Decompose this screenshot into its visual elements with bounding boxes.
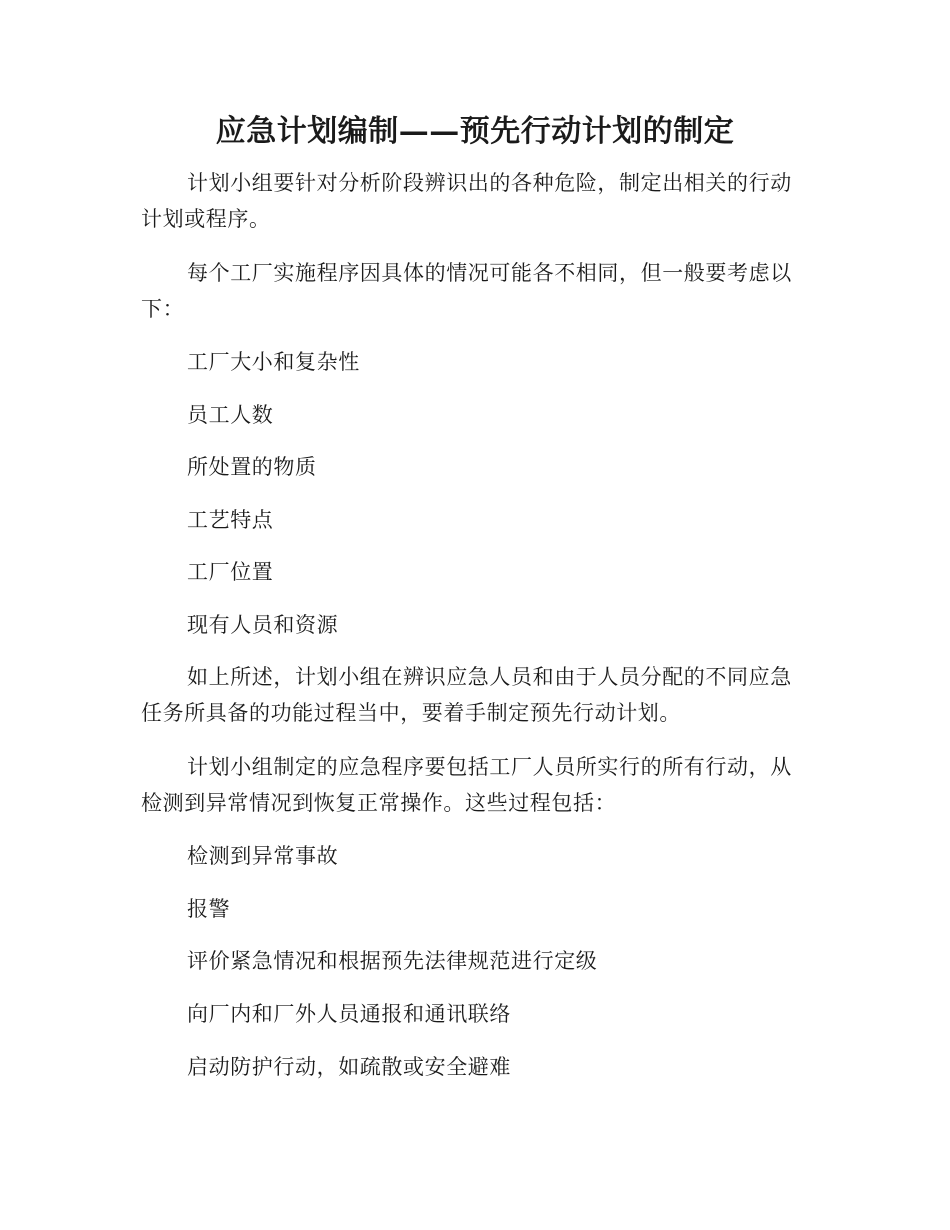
list-item: 所处置的物质	[187, 455, 317, 479]
list-item: 检测到异常事故	[187, 844, 339, 868]
document-title: 应急计划编制——预先行动计划的制定	[215, 114, 735, 149]
list-item: 现有人员和资源	[187, 613, 339, 637]
list-item: 工艺特点	[187, 508, 274, 532]
list-item: 报警	[187, 897, 231, 921]
list-item: 工厂大小和复杂性	[187, 350, 360, 374]
list-item: 启动防护行动，如疏散或安全避难	[187, 1055, 511, 1079]
list-item: 员工人数	[187, 403, 274, 427]
paragraph-considerations: 每个工厂实施程序因具体的情况可能各不相同，但一般要考虑以下：	[141, 261, 792, 321]
list-item: 向厂内和厂外人员通报和通讯联络	[187, 1002, 511, 1026]
paragraph-procedures: 计划小组制定的应急程序要包括工厂人员所实行的所有行动，从检测到异常情况到恢复正常操作。这些过程包括：	[141, 755, 792, 815]
list-item: 工厂位置	[187, 560, 274, 584]
paragraph-intro: 计划小组要针对分析阶段辨识出的各种危险，制定出相关的行动计划或程序。	[141, 171, 792, 231]
list-item: 评价紧急情况和根据预先法律规范进行定级	[187, 949, 598, 973]
paragraph-preplanning: 如上所述，计划小组在辨识应急人员和由于人员分配的不同应急任务所具备的功能过程当中，要着手制定预先行动计划。	[141, 665, 792, 725]
